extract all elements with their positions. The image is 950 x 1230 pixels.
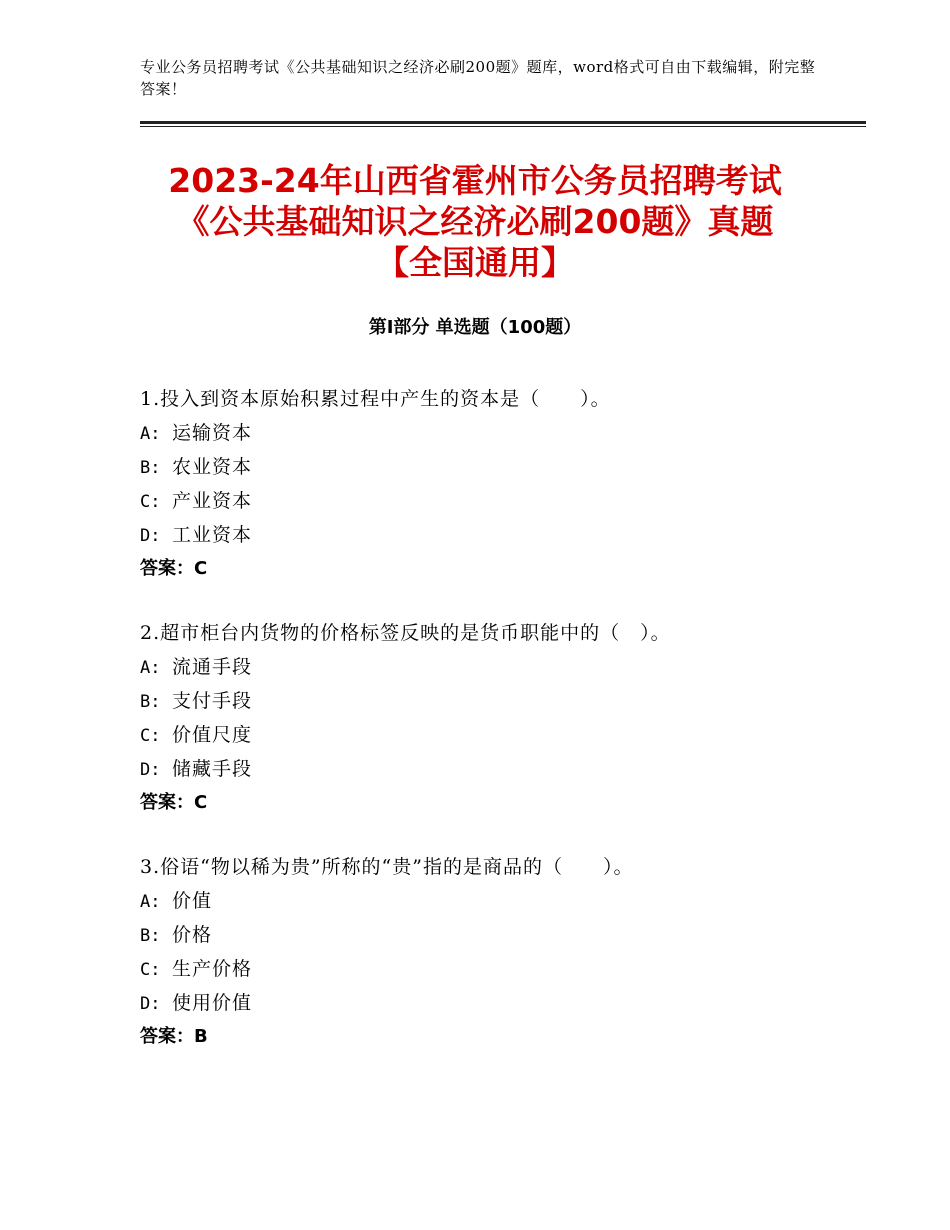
question-stem: 2.超市柜台内货物的价格标签反映的是货币职能中的（ ）。 xyxy=(140,622,671,644)
option-c xyxy=(140,952,860,986)
option-b xyxy=(140,684,860,718)
header-rule-thick xyxy=(140,121,866,124)
option-a xyxy=(140,884,860,918)
option-letter: D: xyxy=(140,760,161,780)
option-c xyxy=(140,718,860,752)
answer: 答案：C xyxy=(140,792,208,813)
option-letter: C: xyxy=(140,726,161,746)
option-text: 工业资本 xyxy=(172,524,253,546)
option-letter: C: xyxy=(140,492,161,512)
option-text: 价值 xyxy=(172,890,213,912)
option-d xyxy=(140,752,860,786)
option-text: 价值尺度 xyxy=(172,724,253,746)
question-1 xyxy=(140,382,860,586)
section-heading: 第Ⅰ部分 单选题（100题） xyxy=(368,317,582,338)
option-d xyxy=(140,518,860,552)
question-3 xyxy=(140,850,860,1054)
option-text: 生产价格 xyxy=(172,958,253,980)
document-title xyxy=(100,160,850,283)
option-text: 流通手段 xyxy=(172,656,253,678)
option-letter: A: xyxy=(140,424,161,444)
header-rule-thin xyxy=(140,126,866,127)
option-d xyxy=(140,986,860,1020)
option-a xyxy=(140,416,860,450)
question-stem: 1.投入到资本原始积累过程中产生的资本是（ ）。 xyxy=(140,388,611,410)
title-line: 《公共基础知识之经济必刷200题》真题 xyxy=(176,202,774,241)
option-letter: D: xyxy=(140,526,161,546)
option-letter: A: xyxy=(140,892,161,912)
option-letter: B: xyxy=(140,458,161,478)
option-text: 使用价值 xyxy=(172,992,253,1014)
option-text: 储藏手段 xyxy=(172,758,253,780)
option-letter: B: xyxy=(140,692,161,712)
option-letter: D: xyxy=(140,994,161,1014)
option-text: 农业资本 xyxy=(172,456,253,478)
option-letter: C: xyxy=(140,960,161,980)
answer: 答案：C xyxy=(140,558,208,579)
header-note: 专业公务员招聘考试《公共基础知识之经济必刷200题》题库，word格式可自由下载编辑，附完整答案！ xyxy=(140,58,816,98)
option-text: 价格 xyxy=(172,924,213,946)
option-text: 运输资本 xyxy=(172,422,253,444)
option-text: 支付手段 xyxy=(172,690,253,712)
option-b xyxy=(140,450,860,484)
question-2 xyxy=(140,616,860,820)
question-list xyxy=(140,382,860,1084)
option-a xyxy=(140,650,860,684)
title-line: 2023-24年山西省霍州市公务员招聘考试 xyxy=(168,161,782,200)
option-c xyxy=(140,484,860,518)
option-letter: B: xyxy=(140,926,161,946)
question-stem: 3.俗语“物以稀为贵”所称的“贵”指的是商品的（ ）。 xyxy=(140,856,634,878)
option-b xyxy=(140,918,860,952)
option-letter: A: xyxy=(140,658,161,678)
title-line: 【全国通用】 xyxy=(376,243,574,282)
answer: 答案：B xyxy=(140,1026,208,1047)
option-text: 产业资本 xyxy=(172,490,253,512)
